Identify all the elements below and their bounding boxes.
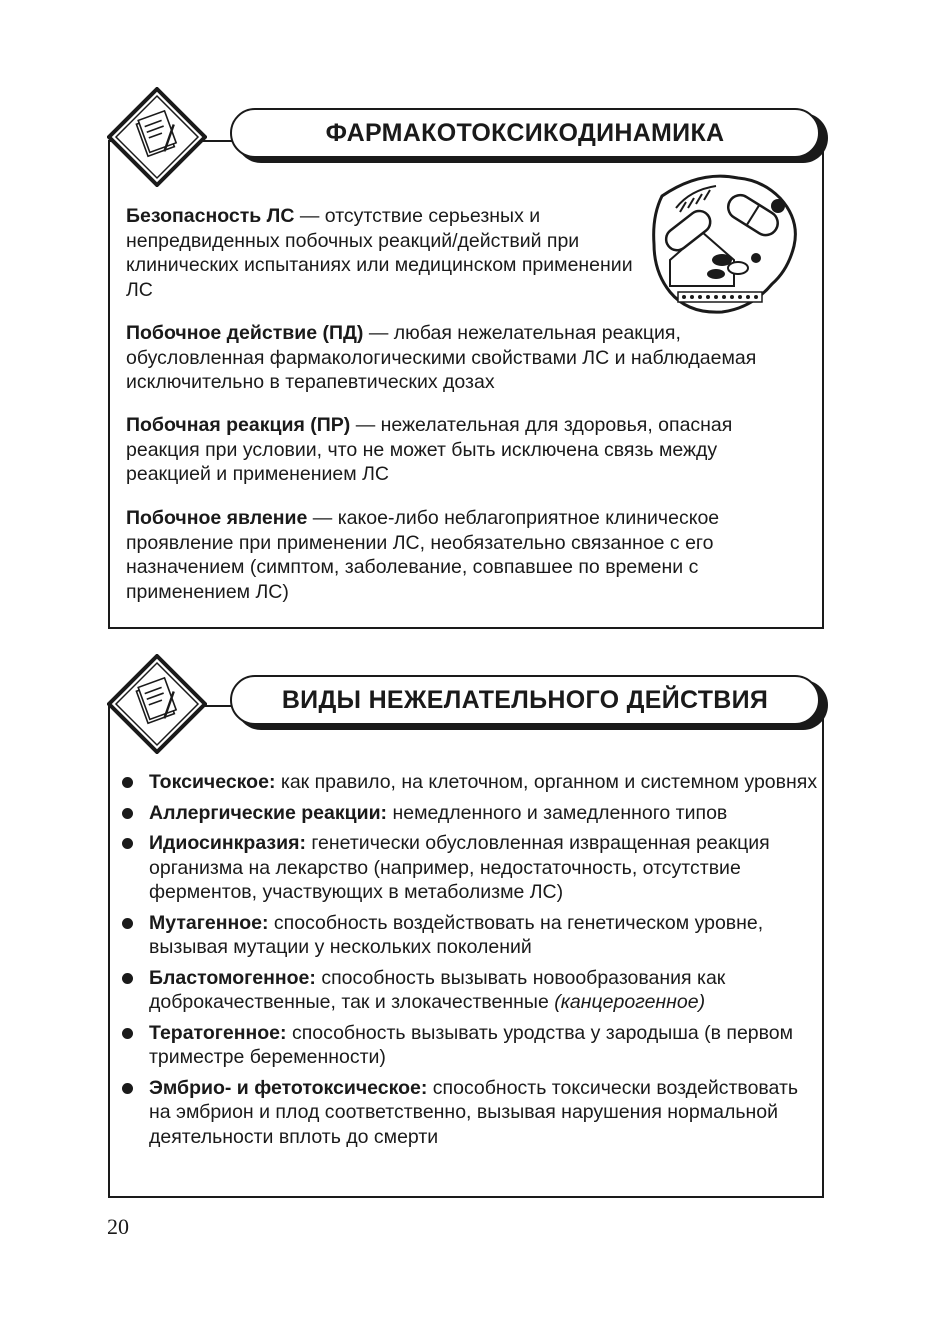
bullet-icon (122, 808, 133, 819)
bullet-icon (122, 973, 133, 984)
section-heading-pharmacotoxicodynamics: ФАРМАКОТОКСИКОДИНАМИКА (230, 108, 820, 158)
definition-text: — какое-либо неблагоприятное клиническое проявление при применении ЛС, необязательно связанное с его назначением (симптом, заболевание, совпавшее по времени с применением ЛС) (126, 507, 720, 603)
notepad-diamond-icon (107, 87, 207, 187)
item-text: способность токсически воздействовать на эмбрион и плод соответственно, вызывая нарушения нормальной деятельности вплоть до смерти (149, 1076, 799, 1148)
definition-term: Побочная реакция (ПР) (126, 414, 351, 436)
definition-safety (126, 204, 636, 302)
page-number: 20 (107, 1214, 129, 1239)
item-term: Токсическое: (149, 771, 276, 793)
list-item (118, 966, 818, 1015)
definition-side-effect (126, 321, 806, 395)
bullet-icon (122, 1028, 133, 1039)
list-item (118, 911, 818, 960)
list-item (118, 801, 818, 826)
list-item (118, 770, 818, 795)
bullet-icon (122, 838, 133, 849)
item-note: (канцерогенное) (554, 991, 706, 1013)
item-term: Эмбрио- и фетотоксическое: (149, 1076, 428, 1099)
definition-text: — отсутствие серьезных и непредвиденных побочных реакций/действий при клинических испытаниях или медицинском применении ЛС (126, 205, 633, 301)
item-term: Бластомогенное: (149, 966, 316, 989)
item-text: генетически обусловленная извращенная реакция организма на лекарство (например, недостаточность, отсутствие ферментов, участвующих в метаболизме ЛС) (149, 832, 770, 903)
definition-term: Безопасность ЛС (126, 205, 295, 227)
item-term: Аллергические реакции: (149, 801, 388, 824)
pills-tablets-icon (640, 168, 805, 318)
item-term: Идиосинкразия: (149, 832, 306, 854)
adverse-effect-list (118, 770, 818, 1155)
item-text: как правило, на клеточном, органном и системном уровнях (275, 771, 818, 793)
definition-adverse-event (126, 506, 806, 604)
item-term: Мутагенное: (149, 911, 269, 934)
definition-term: Побочное явление (126, 507, 308, 529)
item-text: способность вызывать новообразования как доброкачественные, так и злокачественные (149, 966, 726, 1013)
bullet-icon (122, 918, 133, 929)
item-term: Тератогенное: (149, 1021, 287, 1044)
bullet-icon (122, 777, 133, 788)
list-item (118, 1021, 818, 1070)
bullet-icon (122, 1083, 133, 1094)
definition-text: — нежелательная для здоровья, опасная реакция при условии, что не может быть исключена связь между реакцией и применением ЛС (126, 414, 733, 485)
item-text: способность вызывать уродства у зародыша (в первом триместре беременности) (149, 1021, 794, 1068)
item-text: немедленного и замедленного типов (387, 801, 728, 824)
item-text: способность воздействовать на генетическом уровне, вызывая мутации у нескольких поколений (149, 911, 764, 958)
definition-text: — любая нежелательная реакция, обусловленная фармакологическими свойствами ЛС и наблюдаемая исключительно в терапевтических дозах (126, 322, 757, 393)
list-item (118, 1076, 818, 1150)
section-heading-adverse-effect-types: ВИДЫ НЕЖЕЛАТЕЛЬНОГО ДЕЙСТВИЯ (230, 675, 820, 725)
notepad-diamond-icon (107, 654, 207, 754)
list-item (118, 831, 818, 905)
definition-adverse-reaction (126, 413, 806, 487)
definition-term: Побочное действие (ПД) (126, 322, 364, 344)
